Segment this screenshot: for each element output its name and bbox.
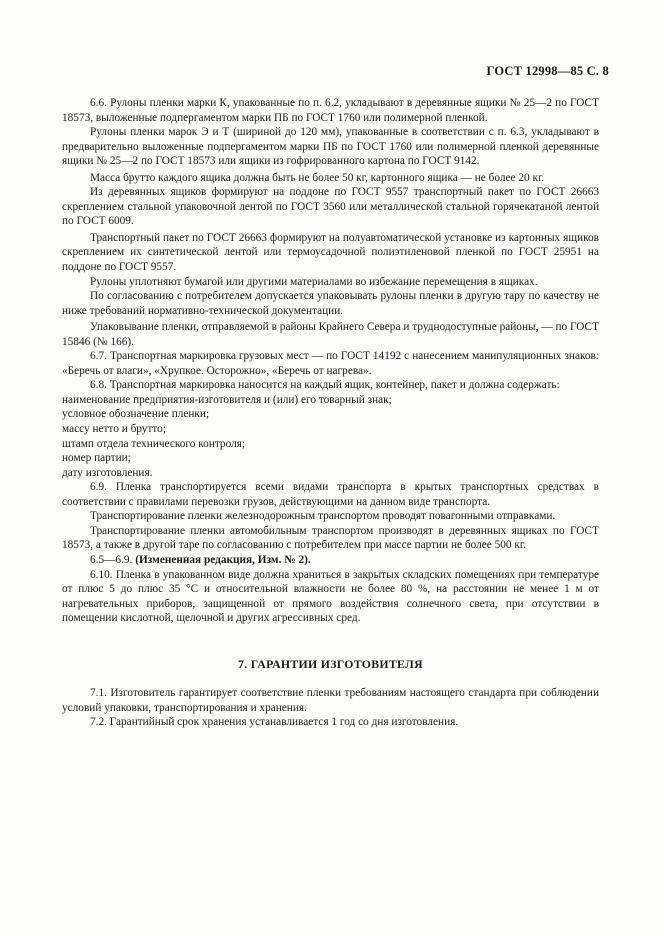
paragraph: Транспортный пакет по ГОСТ 26663 формируют на полуавтоматической установке из картонных ящиков скреплением их синтетической лентой или термоусадочной полиэтиленовой пленкой по ГОСТ 25951 на поддоне по ГОСТ 9557. [62, 231, 599, 274]
list-item: массу нетто и брутто; [62, 423, 166, 436]
paragraph: 6.6. Рулоны пленки марки К, упакованные по п. 6.2, укладывают в деревянные ящики № 25—2 по ГОСТ 18573, выложенные подпергаментом марки ПБ по ГОСТ 1760 или полимерной пленкой. [62, 97, 599, 124]
paragraph: Рулоны уплотняют бумагой или другими материалами во избежание перемещения в ящиках. [90, 275, 538, 288]
paragraph: Упаковывание пленки, отправляемой в районы Крайнего Севера и труднодоступные районы, — по ГОСТ 15846 (№ 166). [62, 321, 599, 348]
paragraph: По согласованию с потребителем допускается упаковывать рулоны пленки в другую тару по качеству не ниже требований нормативно-технической документации. [62, 290, 599, 317]
amendment-text: (Измененная редакция, Изм. № 2). [135, 553, 311, 566]
list-item: дату изготовления. [62, 466, 153, 479]
paragraph: Транспортирование пленки автомобильным транспортом производят в деревянных ящиках по ГОСТ 18573, а также в другой таре по согласованию с потребителем при массе партии не более 500 кг. [62, 524, 599, 552]
paragraph: 6.10. Пленка в упакованном виде должна храниться в закрытых складских помещениях при температуре от плюс 5 до плюс 35 °С и относительной влажности не более 80 %, на расстоянии не менее 1 м от нагревательных приборов, защищенной от прямого воздействия солнечного света, при отсутствии в помещении кислотной, щелочной и других агрессивных сред. [62, 568, 599, 625]
section-7-body [62, 686, 599, 730]
paragraph: 6.9. Пленка транспортируется всеми видами транспорта в крытых транспортных средствах в соответствии с правилами перевозки грузов, действующими на данном виде транспорта. [62, 481, 599, 508]
section-7-title: 7. ГАРАНТИИ ИЗГОТОВИТЕЛЯ [238, 657, 423, 671]
paragraph: Из деревянных ящиков формируют на поддоне по ГОСТ 9557 транспортный пакет по ГОСТ 26663 скреплением стальной упаковочной лентой по ГОСТ 3560 или металлической стальной горячекатаной лентой по ГОСТ 6009. [62, 186, 599, 228]
paragraph: Масса брутто каждого ящика должна быть не более 50 кг, картонного ящика — не более 20 кг. [90, 171, 545, 184]
list-item: условное обозначение пленки; [62, 408, 210, 421]
list-item: штамп отдела технического контроля; [62, 437, 246, 450]
amendment-note [62, 553, 599, 568]
section-6-body [62, 96, 599, 626]
paragraph: Транспортирование пленки железнодорожным транспортом проводят повагонными отправками. [90, 510, 556, 523]
page-header: ГОСТ 12998—85 С. 8 [486, 64, 609, 78]
paragraph: Рулоны пленки марок Э и Т (шириной до 120 мм), упакованные в соответствии с п. 6.3, укладывают в предварительно выложенные подпергаментом марки ПБ по ГОСТ 1760 или полимерной пленкой деревянные ящики № 25—2 по ГОСТ 18573 или ящики из гофрированного картона по ГОСТ 9142. [62, 126, 599, 168]
paragraph: 6.8. Транспортная маркировка наносится на каждый ящик, контейнер, пакет и должна содержать: [90, 379, 560, 392]
paragraph: 6.7. Транспортная маркировка грузовых мест — по ГОСТ 14192 с нанесением манипуляционных знаков: «Беречь от влаги», «Хрупкое. Осторожно», «Беречь от нагрева». [62, 350, 599, 377]
amendment-range: 6.5—6.9. [90, 553, 133, 566]
list-item: номер партии; [62, 452, 131, 465]
paragraph: 7.2. Гарантийный срок хранения устанавливается 1 год со дня изготовления. [90, 716, 459, 729]
paragraph: 7.1. Изготовитель гарантирует соответствие пленки требованиям настоящего стандарта при соблюдении условий упаковки, транспортирования и хранения. [62, 687, 599, 714]
list-item: наименование предприятия-изготовителя и (или) его товарный знак; [62, 393, 392, 406]
